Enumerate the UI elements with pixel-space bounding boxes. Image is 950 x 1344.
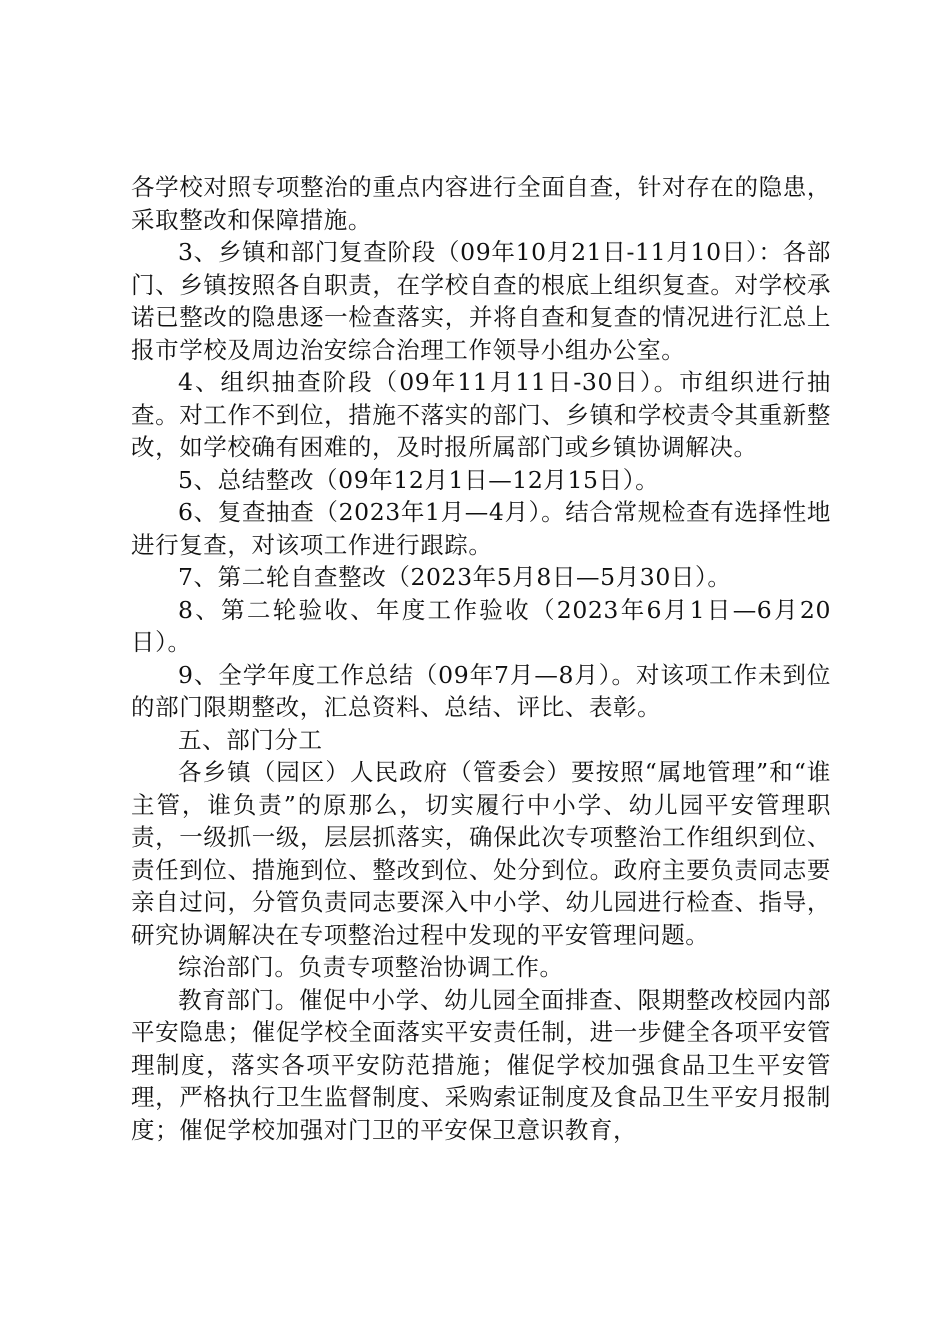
paragraph-2: 3、乡镇和部门复查阶段（09年10月21日-11月10日）：各部门、乡镇按照各自职责，在学校自查的根底上组织复查。对学校承诺已整改的隐患逐一检查落实，并将自查和复查的情况进行汇总上报市学校及周边治安综合治理工作领导小组办公室。: [131, 238, 831, 364]
paragraph-4: 5、总结整改（09年12月1日—12月15日）。: [178, 465, 660, 494]
paragraph-1: 各学校对照专项整治的重点内容进行全面自查，针对存在的隐患，采取整改和保障措施。: [131, 173, 831, 234]
paragraph-9: 各乡镇（园区）人民政府（管委会）要按照“属地管理”和“谁主管，谁负责”的原那么，切实履行中小学、幼儿园平安管理职责，一级抓一级，层层抓落实，确保此次专项整治工作组织到位、责任到位、措施到位、整改到位、处分到位。政府主要负责同志要亲自过问，分管负责同志要深入中小学、幼儿园进行检查、指导，研究协调解决在专项整治过程中发现的平安管理问题。: [131, 758, 831, 949]
paragraph-6: 7、第二轮自查整改（2023年5月8日—5月30日）。: [178, 563, 732, 591]
paragraph-8: 9、全学年度工作总结（09年7月—8月）。对该项工作未到位的部门限期整改，汇总资料、总结、评比、表彰。: [131, 660, 831, 721]
paragraph-11: 教育部门。催促中小学、幼儿园全面排查、限期整改校园内部平安隐患；催促学校全面落实平安责任制，进一步健全各项平安管理制度，落实各项平安防范措施；催促学校加强食品卫生平安管理，严格执行卫生监督制度、采购索证制度及食品卫生平安月报制度；催促学校加强对门卫的平安保卫意识教育，: [131, 985, 831, 1144]
paragraph-5: 6、复查抽查（2023年1月—4月）。结合常规检查有选择性地进行复查，对该项工作进行跟踪。: [131, 498, 831, 559]
section-heading: 五、部门分工: [178, 725, 323, 754]
paragraph-7: 8、第二轮验收、年度工作验收（2023年6月1日—6月20日）。: [131, 595, 831, 656]
paragraph-10: 综治部门。负责专项整治协调工作。: [178, 953, 564, 981]
document-body: [131, 171, 831, 1146]
paragraph-3: 4、组织抽查阶段（09年11月11日-30日）。市组织进行抽查。对工作不到位，措施不落实的部门、乡镇和学校责令其重新整改，如学校确有困难的，及时报所属部门或乡镇协调解决。: [131, 368, 831, 461]
